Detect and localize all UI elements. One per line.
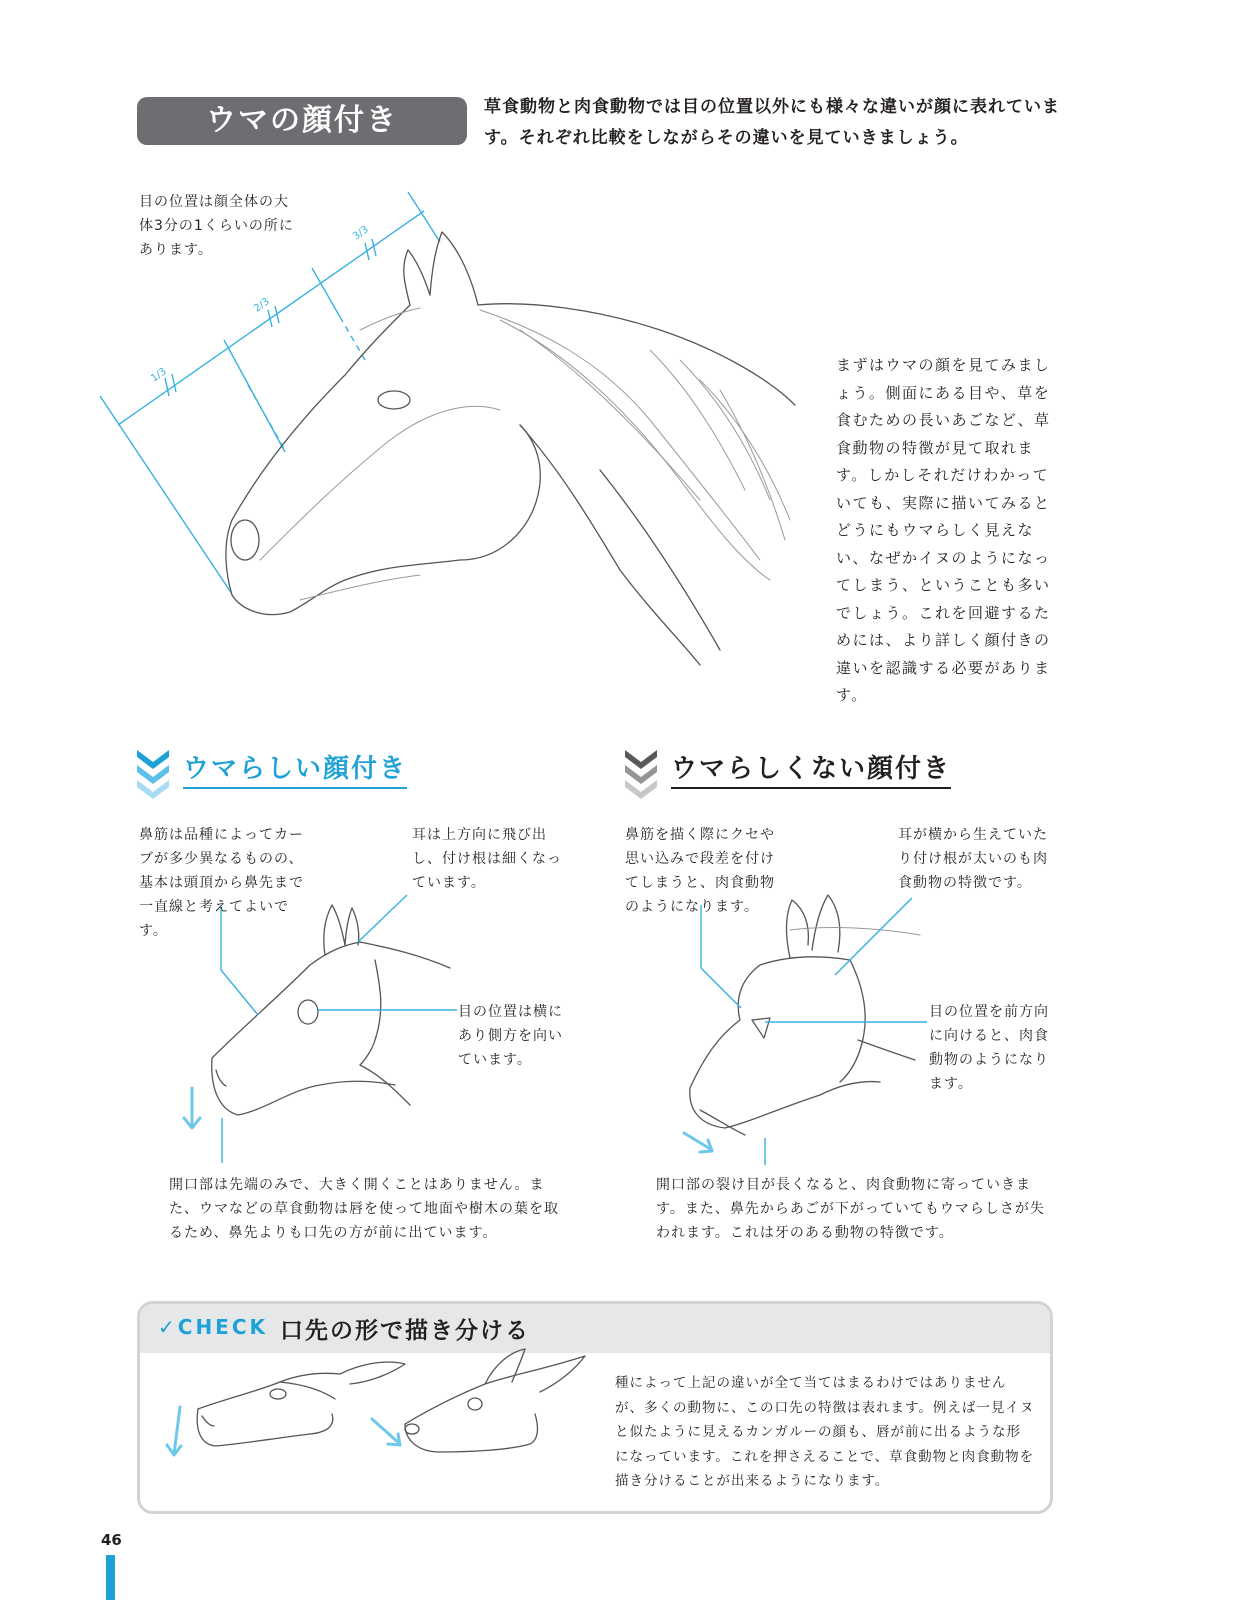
check-label: ✓CHECK xyxy=(158,1315,269,1339)
checkmark-icon: ✓ xyxy=(158,1315,178,1339)
bad-face-heading: ウマらしくない顔付き xyxy=(671,748,951,789)
bad-diagonal-arrow-icon xyxy=(684,1133,712,1152)
bad-mouth-note: 開口部の裂け目が長くなると、肉食動物に寄っていきます。また、鼻先からあごが下がっていてもウマらしさが失われます。これは牙のある動物の特徴です。 xyxy=(656,1177,1045,1241)
check-sketches xyxy=(140,1304,610,1511)
herbivore-mouth-sketch xyxy=(167,1362,405,1455)
check-body-text: 種によって上記の違いが全て当てはまるわけではありませんが、多くの動物に、この口先の特徴は表れます。例えば一見イヌと似たように見えるカンガルーの顔も、唇が前に出るような形になっています。これを押さえることで、草食動物と肉食動物を描き分けることが出来るようになります。 xyxy=(615,1375,1035,1489)
eye-position-note: 目の位置は顔全体の大体3分の1くらいの所にあります。 xyxy=(139,194,294,258)
fraction-one-third: 1/3 xyxy=(149,366,169,385)
page-title: ウマの顔付き xyxy=(137,97,467,145)
fraction-two-thirds: 2/3 xyxy=(252,296,272,315)
bad-chevron-icon xyxy=(625,750,657,799)
thirds-measurement-guide xyxy=(100,192,440,594)
good-face-heading: ウマらしい顔付き xyxy=(183,748,407,789)
page-number: 46 xyxy=(101,1531,122,1549)
intro-text: 草食動物と肉食動物では目の位置以外にも様々な違いが顔に表れています。それぞれ比較をしながらその違いを見ていきましょう。 xyxy=(484,97,1060,148)
bad-ear-note: 耳が横から生えていたり付け根が太いのも肉食動物の特徴です。 xyxy=(898,827,1048,891)
good-eye-note: 目の位置は横にあり側方を向いています。 xyxy=(458,1004,563,1068)
bad-eye-note: 目の位置を前方向に向けると、肉食動物のようになります。 xyxy=(929,1004,1049,1092)
good-down-arrow-icon xyxy=(184,1088,200,1128)
page-accent-bar xyxy=(106,1555,115,1600)
horse-face-body-text: まずはウマの顔を見てみましょう。側面にある目や、草を食むための長いあごなど、草食動物の特徴が見て取れます。しかしそれだけわかっていても、実際に描いてみるとどうにもウマらしく見えない、なぜかイヌのようになってしまう、ということも多いでしょう。これを回避するためには、より詳しく顔付きの違いを認識する必要があります。 xyxy=(836,356,1051,704)
good-mouth-note: 開口部は先端のみで、大きく開くことはありません。また、ウマなどの草食動物は唇を使って地面や樹木の葉を取るため、鼻先よりも口先の方が前に出ています。 xyxy=(169,1177,559,1241)
bad-nose-note: 鼻筋を描く際にクセや思い込みで段差を付けてしまうと、肉食動物のようになります。 xyxy=(625,827,775,915)
check-box xyxy=(137,1301,1053,1514)
good-ear-note: 耳は上方向に飛び出し、付け根は細くなっています。 xyxy=(412,827,562,891)
good-nose-note: 鼻筋は品種によってカーブが多少異なるものの、基本は頭頂から鼻先まで一直線と考えてよいです。 xyxy=(139,827,304,939)
bad-horse-sketch xyxy=(690,895,920,1135)
good-chevron-icon xyxy=(137,750,169,799)
fraction-three-thirds: 3/3 xyxy=(351,224,371,243)
horse-sketch xyxy=(226,232,795,665)
check-title: 口先の形で描き分ける xyxy=(280,1318,530,1344)
